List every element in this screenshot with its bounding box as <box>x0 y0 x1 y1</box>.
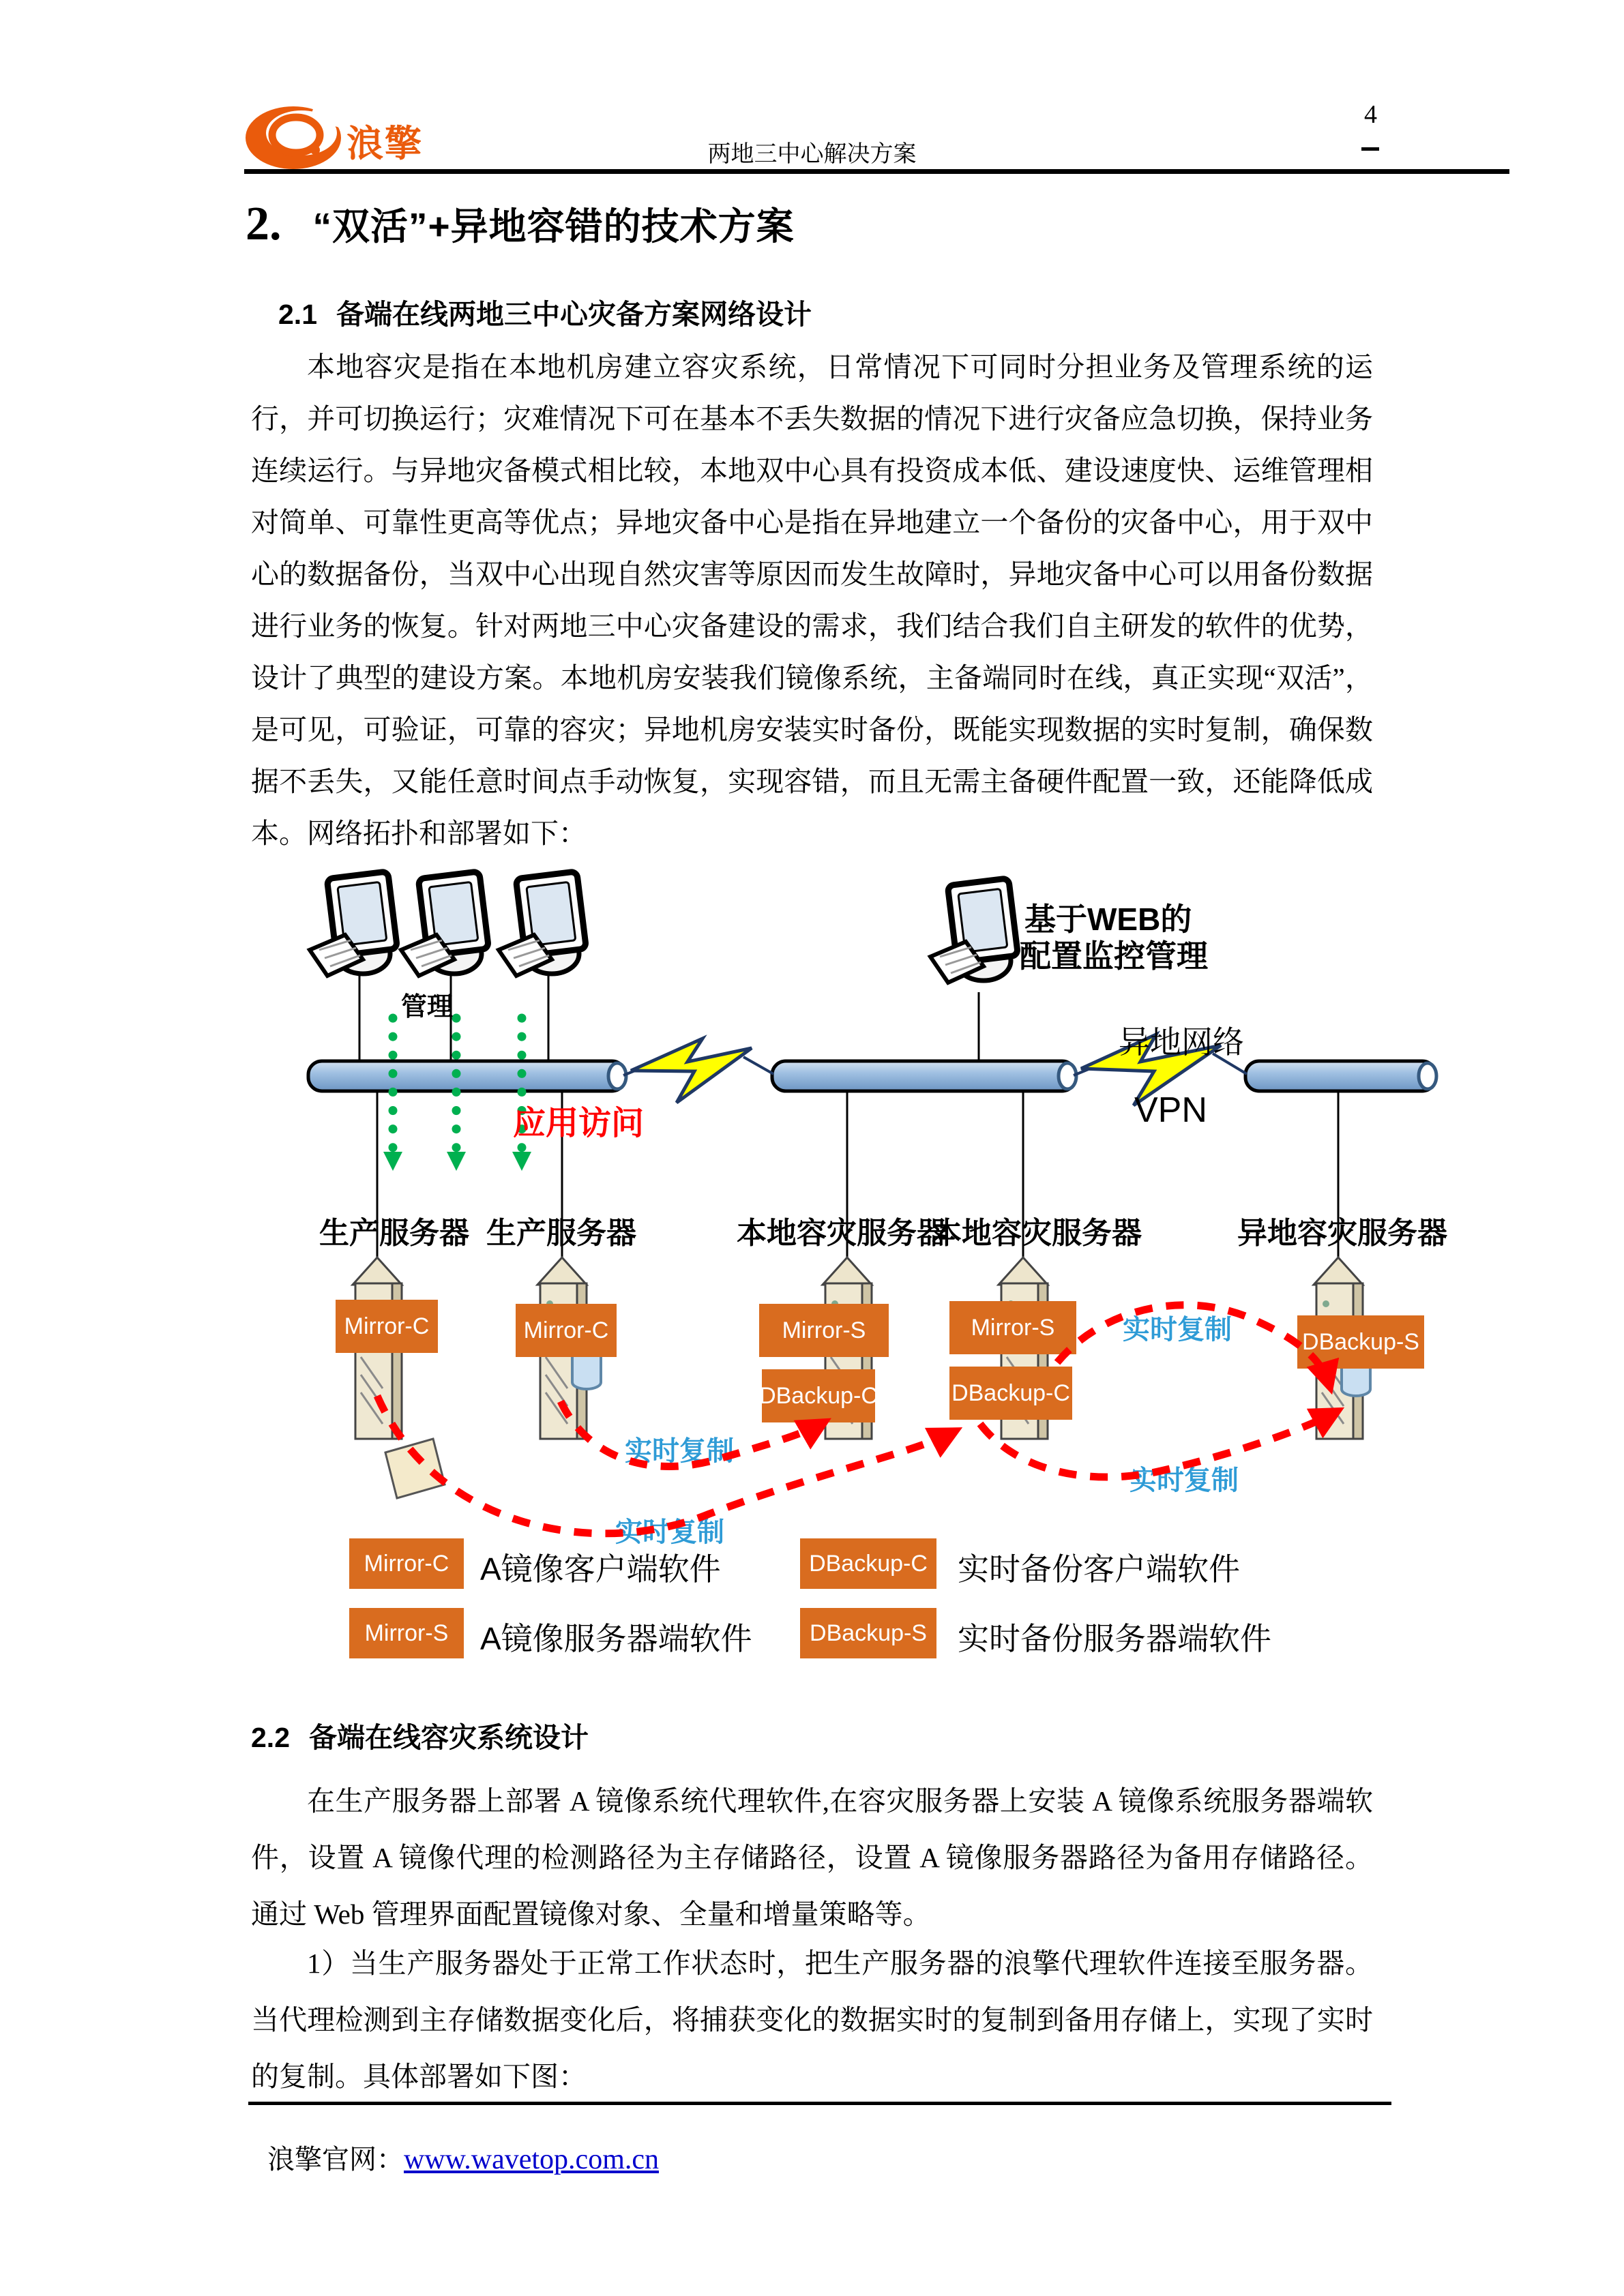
section-2-2-heading <box>251 1715 589 1755</box>
document-sheet-icon <box>385 1439 445 1498</box>
web-mgmt-label-line1: 基于WEB的 <box>1024 901 1192 937</box>
section-2-2-paragraph-1: 在生产服务器上部署 A 镜像系统代理软件,在容灾服务器上安装 A 镜像系统服务器端软件，设置 A 镜像代理的检测路径为主存储路径，设置 A 镜像服务器路径为备用存储路径。通过 Web 管理界面配置镜像对象、全量和增量策略等。 <box>251 1785 1373 1930</box>
legend-desc: 实时备份客户端软件 <box>958 1551 1240 1587</box>
page-number: 4 <box>1364 100 1377 129</box>
remote-network-label: 异地网络 <box>1119 1024 1244 1060</box>
realtime-copy-label: 实时复制 <box>1130 1465 1239 1495</box>
app-access-label: 应用访问 <box>513 1105 645 1142</box>
client-computer-icon <box>401 871 488 976</box>
section-2-1-title: 备端在线两地三中心灾备方案网络设计 <box>336 299 812 330</box>
legend-tag-dbackup-s: DBackup-S <box>800 1608 936 1658</box>
section-2-number: 2. <box>246 198 282 250</box>
realtime-copy-label: 实时复制 <box>615 1517 724 1547</box>
footer-label: 浪擎官网： <box>267 2144 404 2175</box>
network-topology-diagram <box>0 863 1624 1705</box>
management-arrowhead-icon <box>383 1152 402 1171</box>
legend-tag-mirror-c: Mirror-C <box>349 1538 464 1589</box>
legend-tag-mirror-s: Mirror-S <box>349 1608 464 1658</box>
software-box-mirror-s: Mirror-S <box>759 1304 889 1357</box>
realtime-copy-label: 实时复制 <box>625 1436 734 1466</box>
company-logo-text: 浪擎 <box>346 123 423 164</box>
section-2-heading <box>246 196 795 252</box>
section-2-2-paragraph-2: 1）当生产服务器处于正常工作状态时，把生产服务器的浪擎代理软件连接至服务器。当代理检测到主存储数据变化后，将捕获变化的数据实时的复制到备用存储上，实现了实时的复制。具体部署如下图： <box>251 1948 1373 2092</box>
remote-network-bus <box>1245 1061 1436 1091</box>
footer <box>267 2138 659 2177</box>
server-label: 异地容灾服务器 <box>1237 1217 1447 1250</box>
software-box-mirror-c: Mirror-C <box>516 1304 617 1357</box>
server-label: 本地容灾服务器 <box>932 1217 1142 1250</box>
web-management-computer-icon <box>930 878 1018 983</box>
legend-tag-dbackup-c: DBackup-C <box>800 1538 936 1589</box>
web-mgmt-label-line2: 配置监控管理 <box>1020 938 1208 974</box>
realtime-copy-label: 实时复制 <box>1123 1315 1232 1345</box>
server-label: 本地容灾服务器 <box>737 1217 947 1250</box>
footer-divider <box>248 2102 1391 2105</box>
section-2-1-paragraph: 本地容灾是指在本地机房建立容灾系统，日常情况下可同时分担业务及管理系统的运行，并可切换运行；灾难情况下可在基本不丢失数据的情况下进行灾备应急切换，保持业务连续运行。与异地灾备模式相比较，本地双中心具有投资成本低、建设速度快、运维管理相对简单、可靠性更高等优点；异地灾备中心是指在异地建立一个备份的灾备中心，用于双中心的数据备份，当双中心出现自然灾害等原因而发生故障时，异地灾备中心可以用备份数据进行业务的恢复。针对两地三中心灾备建设的需求，我们结合我们自主研发的软件的优势，设计了典型的建设方案。本地机房安装我们镜像系统，主备端同时在线，真正实现“双活”，是可见，可验证，可靠的容灾；异地机房安装实时备份，既能实现数据的实时复制，确保数据不丢失，又能任意时间点手动恢复，实现容错，而且无需主备硬件配置一致，还能降低成本。网络拓扑和部署如下： <box>251 351 1373 849</box>
management-arrowhead-icon <box>512 1152 531 1171</box>
legend-desc: A镜像客户端软件 <box>480 1551 721 1587</box>
software-box-dbackup-s: DBackup-S <box>1297 1315 1424 1369</box>
software-box-dbackup-c: DBackup-C <box>949 1367 1072 1420</box>
section-2-title: “双活”+异地容错的技术方案 <box>312 205 795 248</box>
software-box-mirror-c: Mirror-C <box>336 1300 438 1353</box>
header-divider <box>244 169 1509 174</box>
client-computer-icon <box>310 871 397 976</box>
page-number-underline <box>1361 147 1379 151</box>
lightning-bolt-icon <box>631 1039 752 1103</box>
document-header-title: 两地三中心解决方案 <box>707 142 917 167</box>
legend-desc: 实时备份服务器端软件 <box>958 1621 1271 1656</box>
vpn-label: VPN <box>1134 1090 1207 1130</box>
section-2-1-heading <box>278 292 812 332</box>
footer-website-link[interactable]: www.wavetop.com.cn <box>404 2144 660 2175</box>
section-2-2-number: 2.2 <box>251 1722 290 1753</box>
software-box-mirror-s: Mirror-S <box>949 1301 1076 1354</box>
server-label: 生产服务器 <box>319 1217 469 1250</box>
server-label: 生产服务器 <box>486 1217 636 1250</box>
legend-desc: A镜像服务器端软件 <box>480 1621 752 1656</box>
software-box-dbackup-c: DBackup-C <box>762 1369 875 1422</box>
local-network-bus <box>308 1061 626 1091</box>
section-2-2-title: 备端在线容灾系统设计 <box>309 1722 589 1753</box>
management-arrowhead-icon <box>447 1152 466 1171</box>
middle-network-bus <box>772 1061 1076 1091</box>
management-label: 管理 <box>401 993 454 1022</box>
section-2-1-number: 2.1 <box>278 299 317 330</box>
client-computer-icon <box>499 871 586 976</box>
